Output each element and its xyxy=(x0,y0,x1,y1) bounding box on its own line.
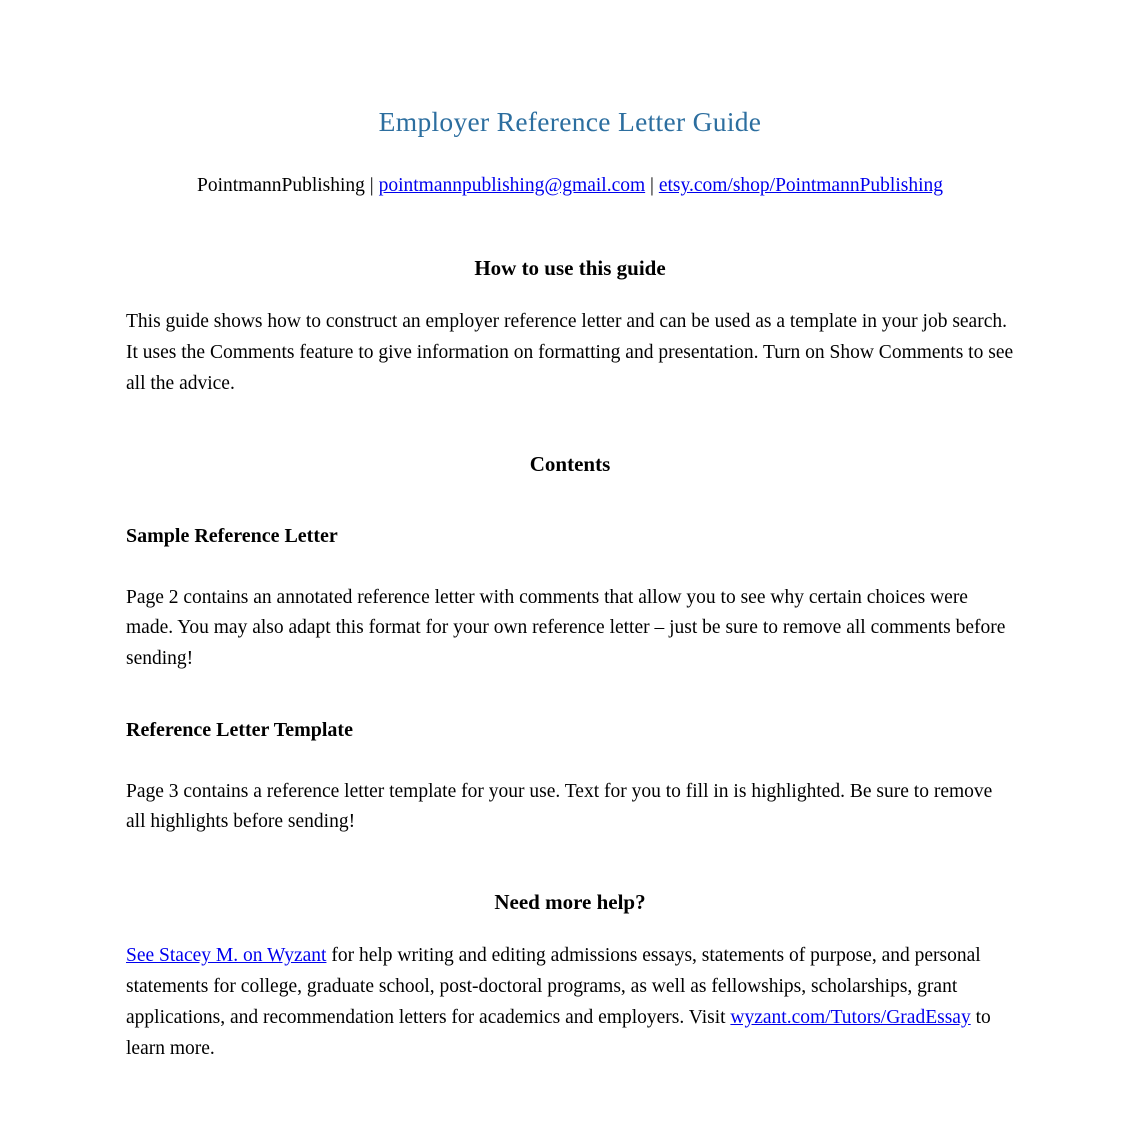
document-title: Employer Reference Letter Guide xyxy=(378,106,762,137)
wyzant-profile-link[interactable]: See Stacey M. on Wyzant xyxy=(126,945,327,967)
help-body-text: for help writing and editing admissions essays, statements of purpose, and personal statements for college, graduate school, post-doctoral programs, as well as fellowships, scholarships, grant applications, and recommendation letters for academics and employers. Visit xyxy=(126,945,981,1028)
pipe-separator: | xyxy=(650,175,654,197)
etsy-shop-link[interactable]: etsy.com/shop/PointmannPublishing xyxy=(658,175,944,197)
need-more-help-body xyxy=(126,941,1014,1064)
sample-reference-letter-subheading: Sample Reference Letter xyxy=(126,524,338,547)
wyzant-url-link[interactable]: wyzant.com/Tutors/GradEssay xyxy=(730,1006,971,1028)
help-body-end: to learn more. xyxy=(126,1006,991,1059)
how-to-use-heading: How to use this guide xyxy=(474,256,666,281)
reference-letter-template-body: Page 3 contains a reference letter template for your use. Text for you to fill in is highlighted. Be sure to remove all highlights before sending! xyxy=(126,780,993,833)
how-to-use-body: This guide shows how to construct an employer reference letter and can be used as a template in your job search. It uses the Comments feature to give information on formatting and presentation. Turn on Show Comments to see all the advice. xyxy=(126,311,1014,394)
pipe-separator: | xyxy=(369,175,374,197)
need-more-help-heading: Need more help? xyxy=(494,890,646,915)
sample-reference-letter-body: Page 2 contains an annotated reference letter with comments that allow you to see why certain choices were made. You may also adapt this format for your own reference letter – just be sure to remove all comments before sending! xyxy=(126,586,1006,670)
email-link[interactable]: pointmannpublishing@gmail.com xyxy=(378,175,646,197)
document-page xyxy=(126,0,1014,1133)
contact-line xyxy=(126,171,1014,202)
publisher-name: PointmannPublishing xyxy=(196,175,365,197)
reference-letter-template-subheading: Reference Letter Template xyxy=(126,718,353,741)
contents-heading: Contents xyxy=(529,451,611,476)
